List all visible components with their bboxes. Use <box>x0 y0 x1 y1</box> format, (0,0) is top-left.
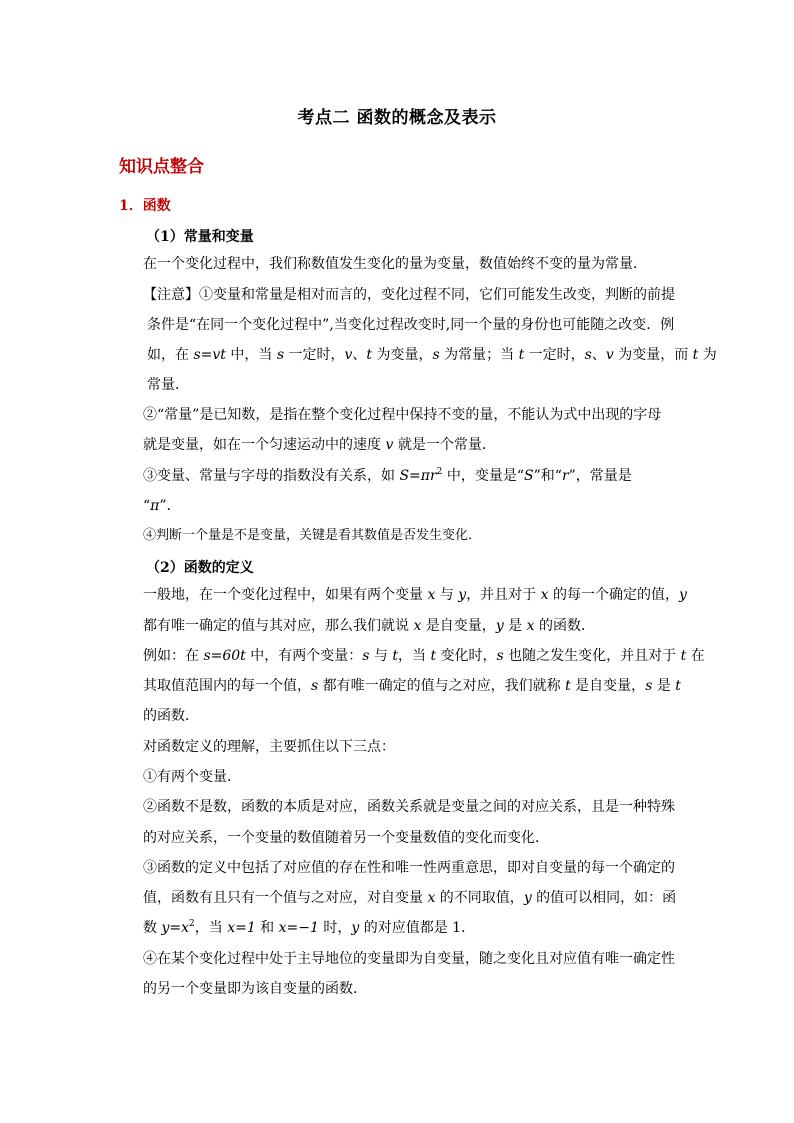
understanding-point-3-line-1: ③函数的定义中包括了对应值的存在性和唯一性两重意思，即对自变量的每一个确定的 <box>143 860 675 876</box>
point-2-line-1: ②“常量”是已知数，是指在整个变化过程中保持不变的量，不能认为式中出现的字母 <box>143 407 662 423</box>
note-line-1: 【注意】①变量和常量是相对而言的，变化过程不同，它们可能发生改变，判断的前提 <box>143 287 675 303</box>
understanding-point-4-line-2: 的另一个变量即为该自变量的函数. <box>143 981 358 997</box>
understanding-intro: 对函数定义的理解，主要抓住以下三点： <box>143 739 395 755</box>
numbered-heading: 1．函数 <box>119 198 171 214</box>
point-2-line-2: 就是变量，如在一个匀速运动中的速度 v 就是一个常量． <box>143 437 496 453</box>
subheading-function-definition: （2）函数的定义 <box>146 560 254 576</box>
understanding-point-3-line-2: 值，函数有且只有一个值与之对应，对自变量 x 的不同取值，y 的值可以相同，如：函 <box>143 890 677 906</box>
point-3-line-2: “π”． <box>143 498 181 514</box>
understanding-point-1: ①有两个变量． <box>143 769 241 785</box>
understanding-point-2-line-2: 的对应关系，一个变量的数值随着另一个变量数值的变化而变化． <box>143 830 549 846</box>
example-line-2: 其取值范围内的每一个值，s 都有唯一确定的值与之对应，我们就称 t 是自变量，s 是 t <box>143 678 681 694</box>
section-heading: 知识点整合 <box>119 157 204 177</box>
point-4: ④判断一个量是不是变量，关键是看其数值是否发生变化． <box>143 528 482 543</box>
note-line-4: 常量． <box>147 377 189 393</box>
example-line-3: 的函数． <box>143 708 199 724</box>
understanding-point-4-line-1: ④在某个变化过程中处于主导地位的变量即为自变量，随之变化且对应值有唯一确定性 <box>143 951 675 967</box>
understanding-point-3-line-3: 数 $y=x^2$，当 x=1 和 x=−1 时，y 的对应值都是 1． <box>143 919 476 936</box>
note-line-2: 条件是“在同一个变化过程中”,当变化过程改变时,同一个量的身份也可能随之改变．例 <box>147 317 675 333</box>
understanding-point-2-line-1: ②函数不是数，函数的本质是对应，函数关系就是变量之间的对应关系，且是一种特殊 <box>143 799 675 815</box>
paragraph-definition: 在一个变化过程中，我们称数值发生变化的量为变量，数值始终不变的量为常量． <box>143 256 647 272</box>
function-definition-line-2: 都有唯一确定的值与其对应，那么我们就说 x 是自变量，y 是 x 的函数． <box>143 618 595 634</box>
subheading-constants-variables: （1）常量和变量 <box>146 229 254 245</box>
point-3-line-1: ③变量、常量与字母的指数没有关系，如 $S=\pi r^2$ 中，变量是“S”和“r”，常量是 <box>143 467 632 484</box>
example-line-1: 例如：在 s=60t 中，有两个变量：s 与 t，当 t 变化时，s 也随之发生变化，并且对于 t 在 <box>143 648 705 664</box>
note-line-3: 如，在 s=vt 中，当 s 一定时，v、t 为变量，s 为常量；当 t 一定时，s、v 为变量，而 t 为 <box>147 347 717 363</box>
function-definition-line-1: 一般地，在一个变化过程中，如果有两个变量 x 与 y，并且对于 x 的每一个确定的值，y <box>143 587 687 603</box>
page-title: 考点二 函数的概念及表示 <box>297 108 497 128</box>
